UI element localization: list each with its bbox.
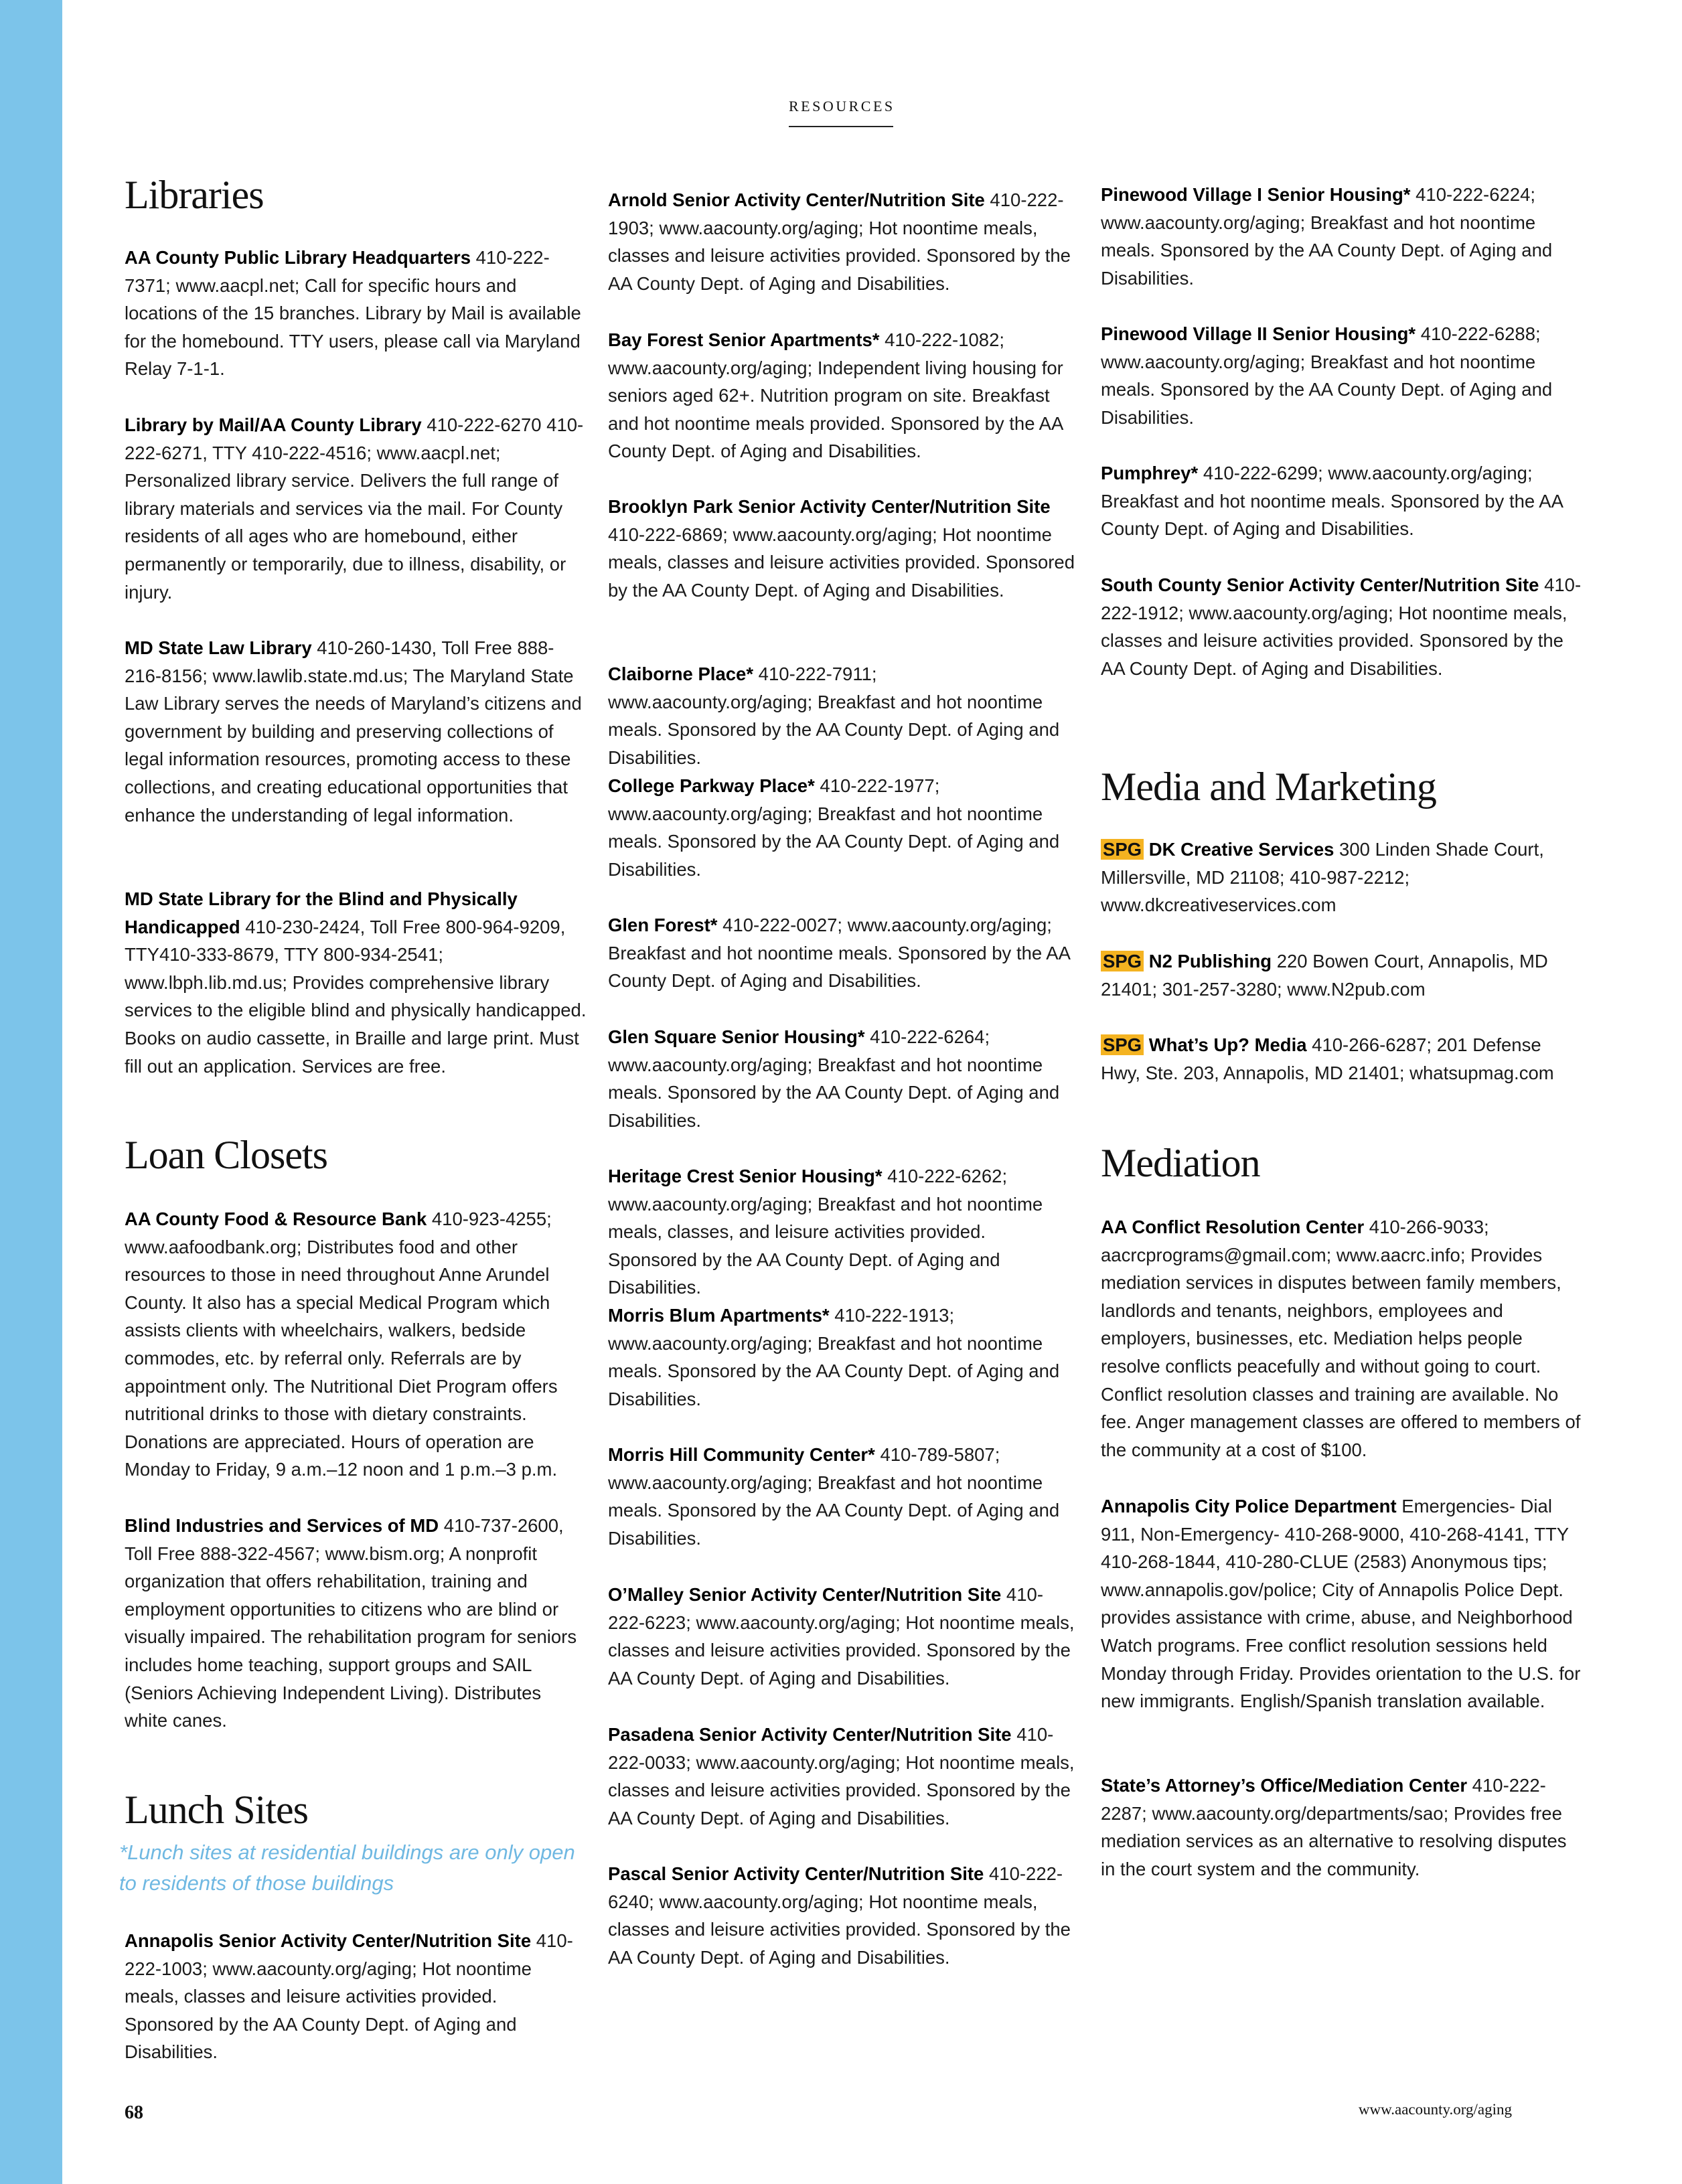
entry-name: AA County Food & Resource Bank	[125, 1208, 427, 1229]
entry-name: South County Senior Activity Center/Nutrition Site	[1101, 574, 1539, 595]
entry-name: College Parkway Place*	[608, 775, 815, 796]
entry-arnold-senior-center	[608, 186, 1077, 297]
entry-md-state-law-library	[125, 634, 587, 829]
entry-name: Morris Blum Apartments*	[608, 1305, 830, 1326]
entry-name: AA Conflict Resolution Center	[1101, 1217, 1365, 1237]
entry-name: Annapolis Senior Activity Center/Nutrition Site	[125, 1930, 532, 1951]
section-title-lunch-sites: Lunch Sites	[125, 1788, 308, 1832]
entry-claiborne-place	[608, 660, 1077, 771]
lunch-sites-note: *Lunch sites at residential buildings are only open to residents of those buildings	[119, 1841, 575, 1895]
entry-md-state-library-blind	[125, 885, 587, 1080]
entry-name: State’s Attorney’s Office/Mediation Center	[1101, 1775, 1468, 1796]
sidebar-color-band	[0, 0, 62, 2184]
section-title-libraries: Libraries	[125, 173, 264, 217]
spg-badge: SPG	[1101, 951, 1144, 971]
entry-glen-forest	[608, 911, 1077, 995]
entry-college-parkway	[608, 772, 1077, 883]
entry-name: Annapolis City Police Department	[1101, 1496, 1397, 1516]
entry-name: Glen Square Senior Housing*	[608, 1026, 865, 1047]
entry-text: 410-222-1903; www.aacounty.org/aging; Hot noontime meals, classes and leisure activities provided. Sponsored by the AA County Dept. of Aging and Disabilities.	[608, 189, 1071, 294]
entry-text: 410-222-6223; www.aacounty.org/aging; Hot noontime meals, classes and leisure activities provided. Sponsored by the AA County Dept. of Aging and Disabilities.	[608, 1584, 1075, 1689]
entry-name: O’Malley Senior Activity Center/Nutrition Site	[608, 1584, 1002, 1605]
spg-badge: SPG	[1101, 1034, 1144, 1055]
section-title-media-marketing: Media and Marketing	[1101, 765, 1436, 809]
entry-heritage-crest	[608, 1162, 1077, 1302]
entry-name: Claiborne Place*	[608, 664, 754, 684]
entry-text: 410-222-6869; www.aacounty.org/aging; Hot noontime meals, classes and leisure activities provided. Sponsored by the AA County Dept. of Aging and Disabilities.	[608, 524, 1075, 601]
entry-text: 410-737-2600, Toll Free 888-322-4567; www.bism.org; A nonprofit organization that offers rehabilitation, training and employment opportunities to citizens who are blind or visually impaired. The rehabilitation program for seniors includes home teaching, support groups and SAIL (Seniors Achieving Independent Living). Distributes white canes.	[125, 1515, 577, 1731]
entry-glen-square	[608, 1023, 1077, 1134]
entry-text: 410-266-9033; aacrcprograms@gmail.com; www.aacrc.info; Provides mediation services in disputes between family members, landlords and tenants, neighbors, employees and employers, businesses, etc. Mediation helps people resolve conflicts peacefully and without going to court. Conflict resolution classes and training are available. No fee. Anger management classes are offered to members of the community at a cost of $100.	[1101, 1217, 1581, 1460]
entry-name: Blind Industries and Services of MD	[125, 1515, 439, 1536]
entry-n2-publishing	[1101, 947, 1583, 1003]
entry-name: Library by Mail/AA County Library	[125, 414, 422, 435]
entry-name: Glen Forest*	[608, 915, 718, 935]
entry-states-attorney	[1101, 1772, 1583, 1883]
entry-name: Heritage Crest Senior Housing*	[608, 1166, 883, 1186]
entry-text: 410-222-6299; www.aacounty.org/aging; Breakfast and hot noontime meals. Sponsored by the AA County Dept. of Aging and Disabilities.	[1101, 463, 1563, 540]
entry-text: 410-789-5807; www.aacounty.org/aging; Breakfast and hot noontime meals. Sponsored by the AA County Dept. of Aging and Disabilities.	[608, 1444, 1060, 1549]
entry-brooklyn-park	[608, 493, 1077, 604]
entry-text: 410-222-6288; www.aacounty.org/aging; Breakfast and hot noontime meals. Sponsored by the AA County Dept. of Aging and Disabilities.	[1101, 323, 1553, 428]
entry-annapolis-senior-center	[125, 1927, 587, 2066]
entry-pumphrey	[1101, 459, 1583, 543]
entry-name: DK Creative Services	[1148, 839, 1334, 860]
entry-aa-food-resource-bank	[125, 1205, 587, 1484]
entry-text: 410-222-0033; www.aacounty.org/aging; Hot noontime meals, classes and leisure activities provided. Sponsored by the AA County Dept. of Aging and Disabilities.	[608, 1724, 1075, 1828]
entry-text: 410-222-1913; www.aacounty.org/aging; Breakfast and hot noontime meals. Sponsored by the AA County Dept. of Aging and Disabilities.	[608, 1305, 1060, 1409]
running-head: RESOURCES	[789, 98, 893, 127]
entry-morris-blum	[608, 1302, 1077, 1413]
entry-name: Bay Forest Senior Apartments*	[608, 329, 880, 350]
spg-badge: SPG	[1101, 839, 1144, 860]
entry-morris-hill	[608, 1441, 1077, 1552]
entry-text: 220 Bowen Court, Annapolis, MD 21401; 301-257-3280; www.N2pub.com	[1101, 951, 1548, 1000]
entry-name: Pascal Senior Activity Center/Nutrition Site	[608, 1863, 984, 1884]
entry-text: 410-222-1977; www.aacounty.org/aging; Breakfast and hot noontime meals. Sponsored by the AA County Dept. of Aging and Disabilities.	[608, 775, 1060, 880]
entry-text: 410-222-6224; www.aacounty.org/aging; Breakfast and hot noontime meals. Sponsored by the AA County Dept. of Aging and Disabilities.	[1101, 184, 1553, 289]
entry-name: MD State Law Library	[125, 637, 312, 658]
entry-text: 410-222-6262; www.aacounty.org/aging; Breakfast and hot noontime meals, classes, and leisure activities provided. Sponsored by the AA County Dept. of Aging and Disabilities.	[608, 1166, 1043, 1298]
entry-text: 410-222-1912; www.aacounty.org/aging; Hot noontime meals, classes and leisure activities provided. Sponsored by the AA County Dept. of Aging and Disabilities.	[1101, 574, 1582, 679]
entry-dk-creative	[1101, 836, 1583, 919]
entry-text: 410-260-1430, Toll Free 888-216-8156; www.lawlib.state.md.us; The Maryland State Law Library serves the needs of Maryland’s citizens and government by building and preserving collections of legal information resources, promoting access to these collections, and creating educational opportunities that enhance the understanding of legal information.	[125, 637, 582, 826]
entry-name: Pinewood Village II Senior Housing*	[1101, 323, 1416, 344]
entry-annapolis-police	[1101, 1492, 1583, 1715]
entry-pasadena	[608, 1721, 1077, 1832]
entry-name: Pumphrey*	[1101, 463, 1199, 483]
entry-text: 410-222-0027; www.aacounty.org/aging; Breakfast and hot noontime meals. Sponsored by the AA County Dept. of Aging and Disabilities.	[608, 915, 1070, 992]
entry-aa-conflict-resolution	[1101, 1213, 1583, 1464]
entry-name: What’s Up? Media	[1148, 1034, 1307, 1055]
entry-text: Emergencies- Dial 911, Non-Emergency- 410-268-9000, 410-268-4141, TTY 410-268-1844, 410-280-CLUE (2583) Anonymous tips; www.annapolis.gov/police; City of Annapolis Police Dept. provides assistance with crime, abuse, and Neighborhood Watch programs. Free conflict resolution sessions held Monday through Friday. Provides orientation to the U.S. for new immigrants. English/Spanish translation available.	[1101, 1496, 1581, 1712]
entry-pinewood-village-i	[1101, 181, 1583, 292]
entry-text: 410-222-7911; www.aacounty.org/aging; Breakfast and hot noontime meals. Sponsored by the AA County Dept. of Aging and Disabilities.	[608, 664, 1060, 768]
entry-text: 410-230-2424, Toll Free 800-964-9209, TTY410-333-8679, TTY 800-934-2541; www.lbph.lib.md.us; Provides comprehensive library services to the eligible blind and physically handicapped. Books on audio cassette, in Braille and large print. Must fill out an application. Services are free.	[125, 916, 587, 1077]
entry-south-county	[1101, 571, 1583, 682]
entry-whats-up-media	[1101, 1031, 1583, 1087]
entry-text: 410-923-4255; www.aafoodbank.org; Distributes food and other resources to those in need throughout Anne Arundel County. It also has a special Medical Program which assists clients with wheelchairs, walkers, bedside commodes, etc. by referral only. Referrals are by appointment only. The Nutritional Diet Program offers nutritional drinks to those with dietary constraints. Donations are appreciated. Hours of operation are Monday to Friday, 9 a.m.–12 noon and 1 p.m.–3 p.m.	[125, 1208, 558, 1480]
entry-text: 410-222-6264; www.aacounty.org/aging; Breakfast and hot noontime meals. Sponsored by the AA County Dept. of Aging and Disabilities.	[608, 1026, 1060, 1131]
entry-name: N2 Publishing	[1148, 951, 1272, 971]
entry-text: 410-222-1082; www.aacounty.org/aging; Independent living housing for seniors aged 62+. Nutrition program on site. Breakfast and hot noontime meals provided. Sponsored by the AA County Dept. of Aging and Disabilities.	[608, 329, 1063, 462]
entry-text: 300 Linden Shade Court, Millersville, MD 21108; 410-987-2212; www.dkcreativeservices.com	[1101, 839, 1544, 916]
entry-pascal	[608, 1860, 1077, 1971]
entry-text: 410-266-6287; 201 Defense Hwy, Ste. 203, Annapolis, MD 21401; whatsupmag.com	[1101, 1034, 1554, 1083]
footer-url: www.aacounty.org/aging	[1358, 2101, 1512, 2118]
entry-aa-county-public-library	[125, 244, 587, 383]
entry-name: Brooklyn Park Senior Activity Center/Nutrition Site	[608, 496, 1051, 517]
entry-name: AA County Public Library Headquarters	[125, 247, 471, 268]
entry-name: Morris Hill Community Center*	[608, 1444, 875, 1465]
entry-library-by-mail	[125, 411, 587, 606]
page-number: 68	[125, 2102, 143, 2123]
entry-text: 410-222-7371; www.aacpl.net; Call for specific hours and locations of the 15 branches. Library by Mail is available for the homebound. TTY users, please call via Maryland Relay 7-1-1.	[125, 247, 581, 380]
entry-blind-industries	[125, 1512, 587, 1735]
entry-text: 410-222-1003; www.aacounty.org/aging; Hot noontime meals, classes and leisure activities provided. Sponsored by the AA County Dept. of Aging and Disabilities.	[125, 1930, 573, 2063]
entry-pinewood-village-ii	[1101, 320, 1583, 431]
entry-name: Pinewood Village I Senior Housing*	[1101, 184, 1411, 205]
entry-name: Pasadena Senior Activity Center/Nutrition Site	[608, 1724, 1012, 1745]
entry-text: 410-222-6240; www.aacounty.org/aging; Hot noontime meals, classes and leisure activities provided. Sponsored by the AA County Dept. of Aging and Disabilities.	[608, 1863, 1071, 1968]
entry-bay-forest	[608, 326, 1077, 465]
section-title-loan-closets: Loan Closets	[125, 1133, 327, 1177]
entry-name: Arnold Senior Activity Center/Nutrition Site	[608, 189, 985, 210]
entry-name: MD State Library for the Blind and Physically Handicapped	[125, 888, 518, 937]
entry-text: 410-222-6270 410-222-6271, TTY 410-222-4516; www.aacpl.net; Personalized library service. Delivers the full range of library materials and services via the mail. For County residents of all ages who are homebound, either permanently or temporarily, due to illness, disability, or injury.	[125, 414, 584, 603]
section-title-mediation: Mediation	[1101, 1141, 1260, 1185]
entry-omalley	[608, 1581, 1077, 1692]
entry-text: 410-222-2287; www.aacounty.org/departments/sao; Provides free mediation services as an alternative to resolving disputes in the court system and the community.	[1101, 1775, 1567, 1879]
